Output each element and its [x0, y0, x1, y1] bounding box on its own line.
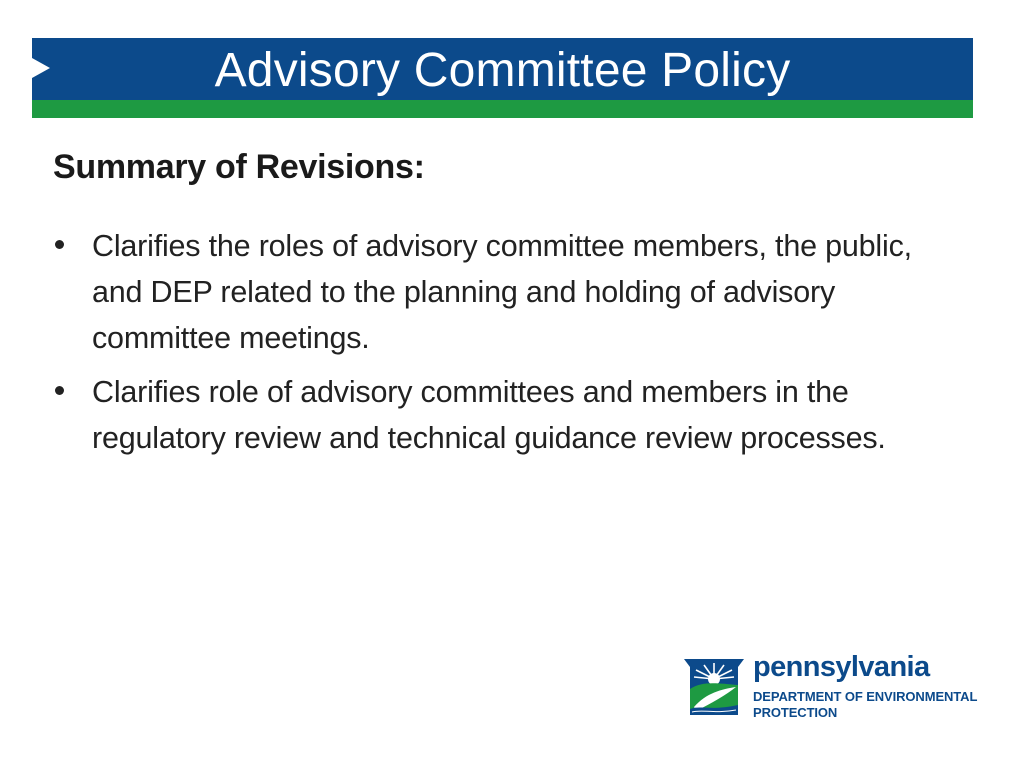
accent-bar: [32, 100, 973, 118]
logo-subtitle: PROTECTION: [753, 705, 838, 720]
keystone-logo-icon: [682, 655, 746, 719]
bullet-list: [53, 223, 958, 469]
title-bar: [32, 38, 973, 100]
bullet-item: [53, 223, 958, 361]
bullet-text: Clarifies role of advisory committees and members in the regulatory review and technical guidance review processes.: [92, 375, 886, 455]
bullet-text: Clarifies the roles of advisory committee members, the public, and DEP related to the planning and holding of advisory committee meetings.: [92, 229, 912, 355]
logo-wordmark: pennsylvania: [753, 651, 930, 683]
logo-subtitle: DEPARTMENT OF ENVIRONMENTAL: [753, 689, 978, 704]
bullet-icon: [55, 240, 64, 249]
bullet-icon: [55, 386, 64, 395]
slide-title: Advisory Committee Policy: [214, 44, 791, 97]
bullet-item: [53, 369, 958, 461]
dep-logo: [682, 651, 982, 721]
section-heading: Summary of Revisions:: [53, 148, 425, 186]
